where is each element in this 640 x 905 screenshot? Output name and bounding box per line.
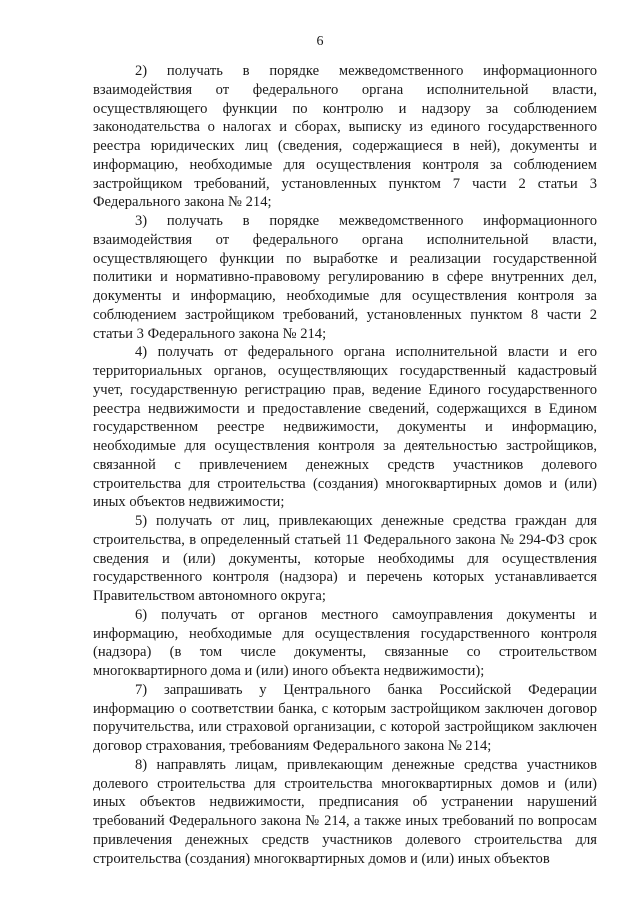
paragraph-7: 7) запрашивать у Центрального банка Российской Федерации информацию о соответствии банка, с которым застройщиком заключен договор поручительства, или страховой организации, с которой застройщиком заключен договор страхования, требованиям Федерального закона № 214;: [93, 681, 597, 754]
paragraph-5: 5) получать от лиц, привлекающих денежные средства граждан для строительства, в определенный статьей 11 Федерального закона № 294-ФЗ срок сведения и (или) документы, которые необходимы для осуществления государственного контроля (надзора) и перечень которых устанавливается Правительством автономного округа;: [93, 513, 597, 604]
paragraph-4: 4) получать от федерального органа исполнительной власти и его территориальных органов, осуществляющих государственный кадастровый учет, государственную регистрацию прав, ведение Единого государственного реестра недвижимости и предоставление сведений, содержащихся в Едином государственном реестре недвижимости, документы и информацию, необходимые для осуществления контроля за деятельностью застройщиков, связанной с привлечением денежных средств участников долевого строительства для строительства (создания) многоквартирных домов и (или) иных объектов недвижимости;: [93, 344, 597, 511]
paragraph-3: 3) получать в порядке межведомственного информационного взаимодействия от федерального органа исполнительной власти, осуществляющего функции по выработке и реализации государственной политики и нормативно-правовому регулированию в сфере внутренних дел, документы и информацию, необходимые для осуществления контроля за соблюдением застройщиком требований, установленных пунктом 8 части 2 статьи 3 Федерального закона № 214;: [93, 213, 597, 342]
paragraph-2: 2) получать в порядке межведомственного информационного взаимодействия от федерального органа исполнительной власти, осуществляющего функции по контролю и надзору за соблюдением законодательства о налогах и сборах, выписку из единого государственного реестра юридических лиц (сведения, содержащиеся в ней), документы и информацию, необходимые для осуществления контроля за соблюдением застройщиком требований, установленных пунктом 7 части 2 статьи 3 Федерального закона № 214;: [93, 63, 597, 211]
paragraph-8: 8) направлять лицам, привлекающим денежные средства участников долевого строительства для строительства многоквартирных домов и (или) иных объектов недвижимости, предписания об устранении нарушений требований Федерального закона № 214, а также иных требований по вопросам привлечения денежных средств участников долевого строительства для строительства (создания) многоквартирных домов и (или) иных объектов: [93, 756, 597, 867]
page-number: 6: [316, 34, 324, 49]
document-body: [93, 62, 597, 868]
paragraph-6: 6) получать от органов местного самоуправления документы и информацию, необходимые для осуществления государственного контроля (надзора) (в том числе документы, связанные со строительством многоквартирного дома и (или) иного объекта недвижимости);: [93, 606, 597, 679]
